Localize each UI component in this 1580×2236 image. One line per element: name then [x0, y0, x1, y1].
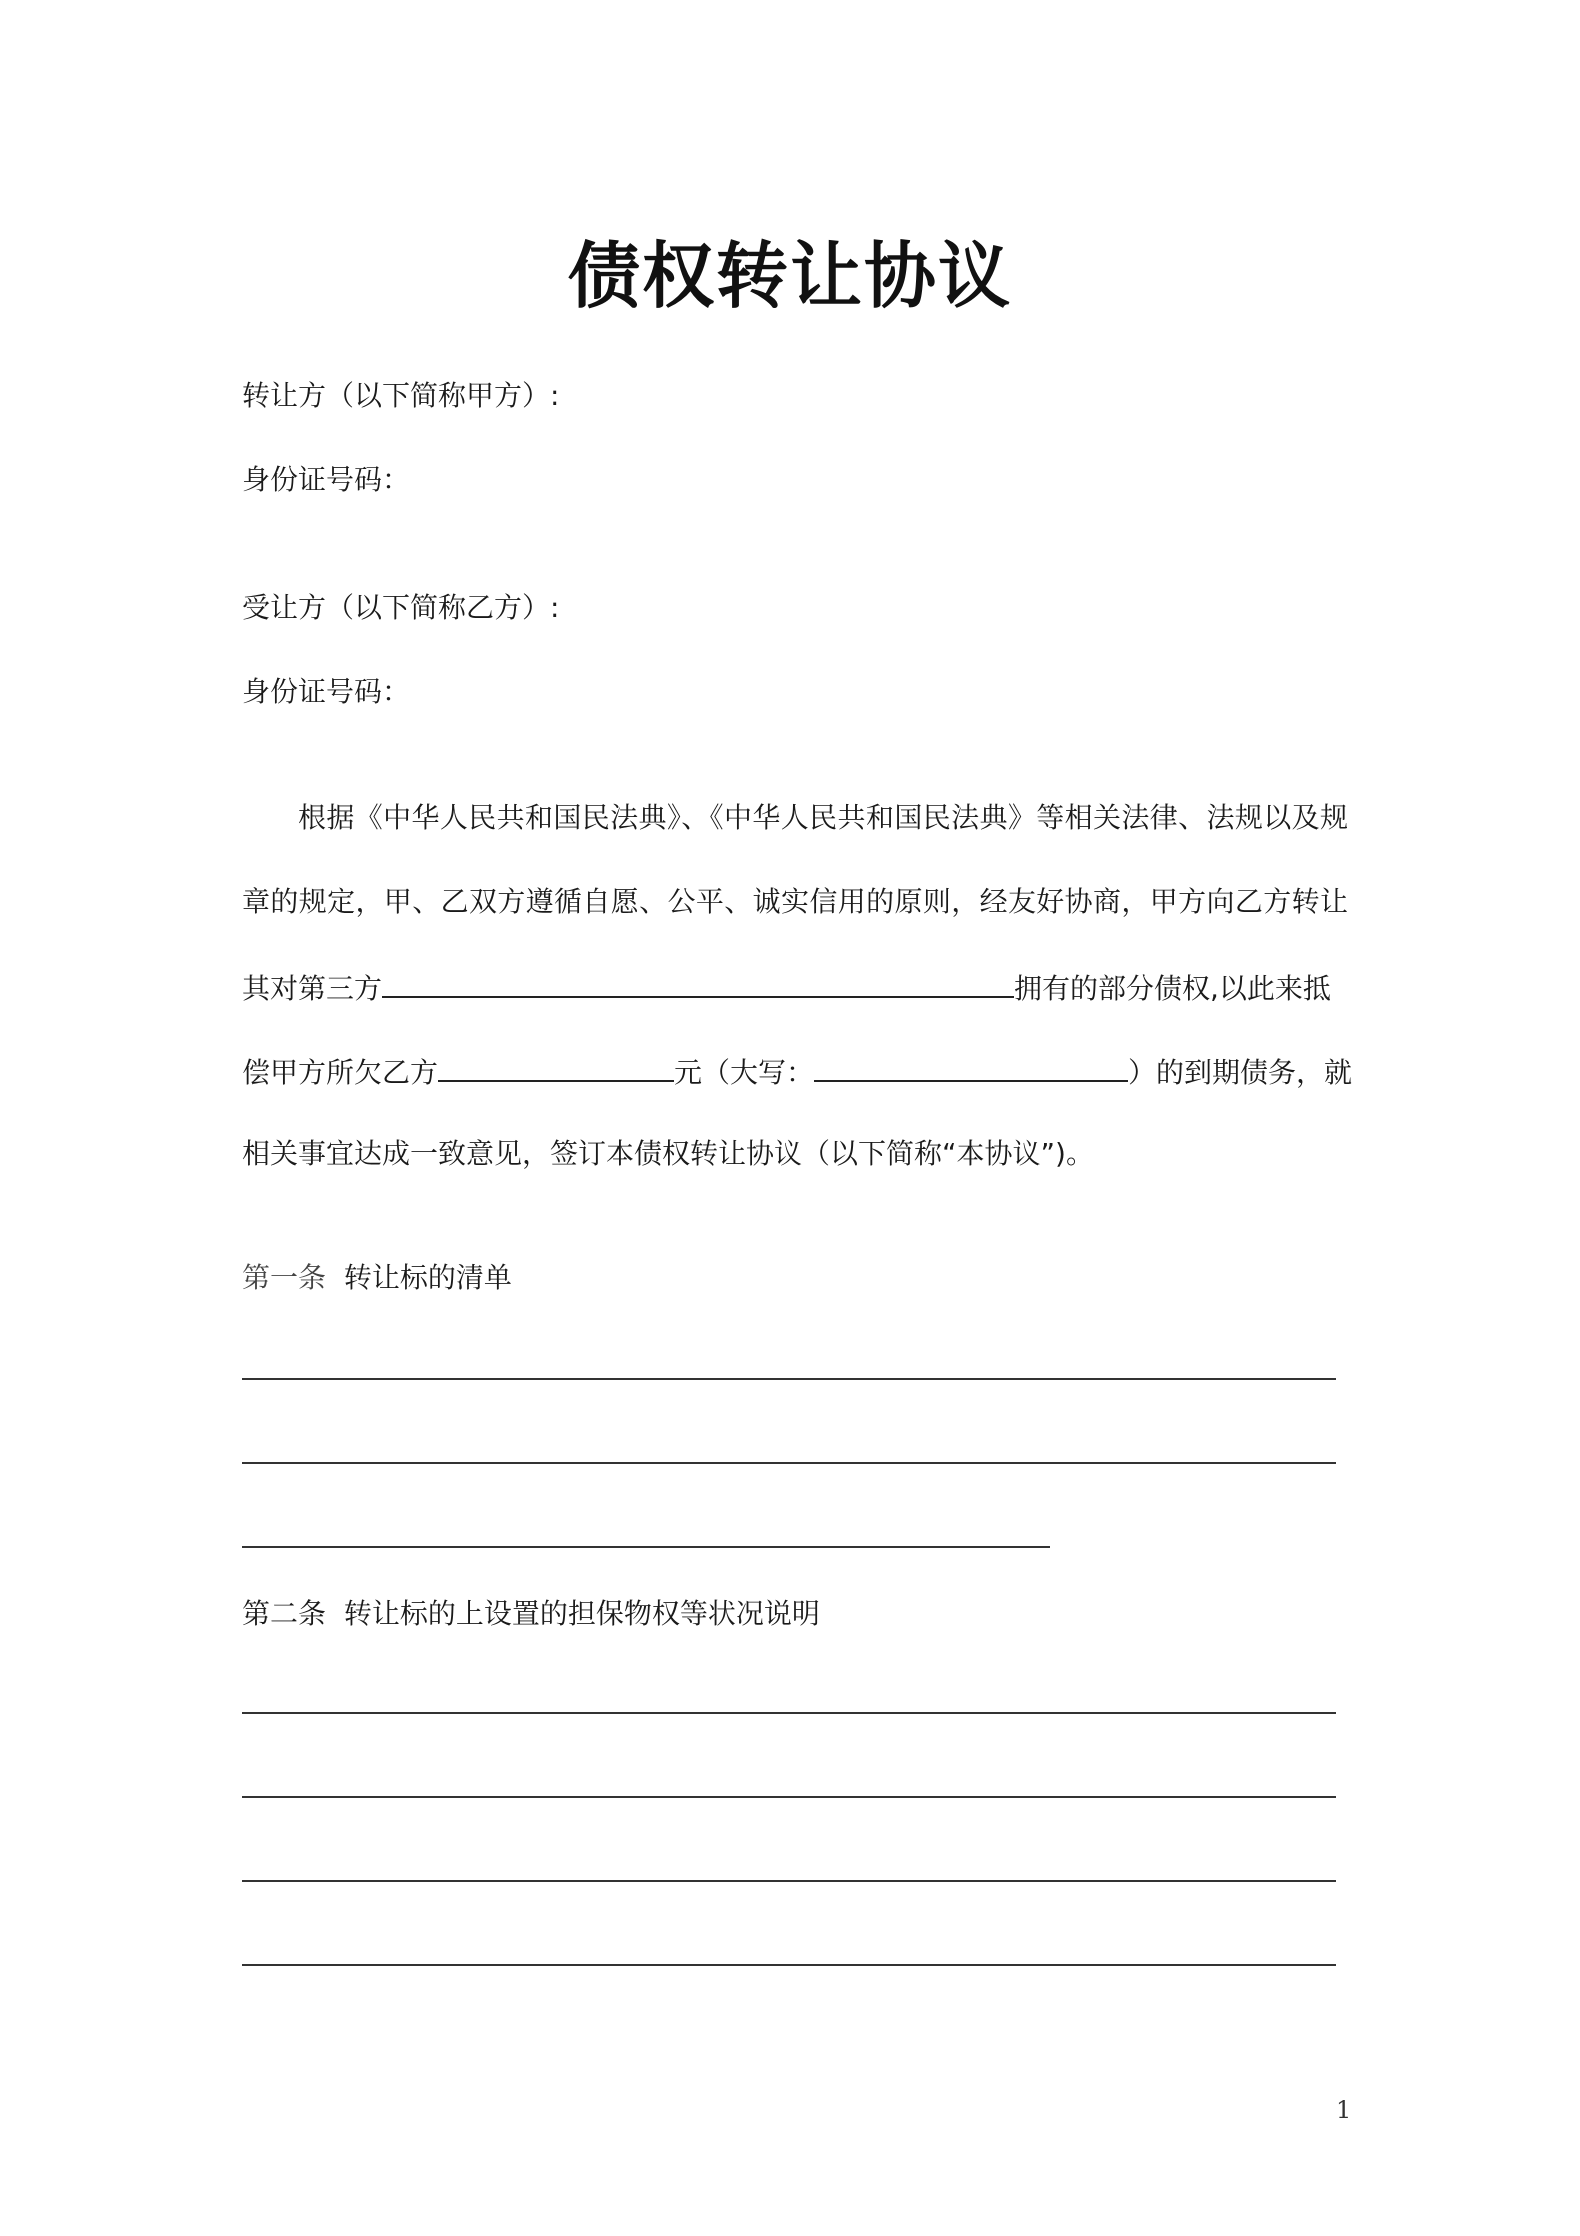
preamble-line-4-mid: 元（大写：: [674, 1056, 815, 1089]
preamble-line-3-start: 其对第三方: [242, 972, 383, 1005]
preamble-line-4-end: ）的到期债务，就: [1128, 1056, 1353, 1089]
article-2-blank-line-3[interactable]: [242, 1880, 1336, 1882]
article-2-prefix: 第二条: [242, 1597, 327, 1630]
preamble-line-3: [242, 966, 1331, 1009]
preamble-line-2: 章的规定，甲、乙双方遵循自愿、公平、诚实信用的原则，经友好协商，甲方向乙方转让: [242, 885, 1348, 918]
article-2-blank-line-4[interactable]: [242, 1964, 1336, 1966]
article-2-blank-line-1[interactable]: [242, 1712, 1336, 1714]
article-1-prefix: 第一条: [242, 1261, 327, 1294]
document-title: 债权转让协议: [567, 234, 1012, 318]
article-2-blank-line-2[interactable]: [242, 1796, 1336, 1798]
preamble-line-4-start: 偿甲方所欠乙方: [242, 1056, 439, 1089]
transferor-label: 转让方（以下简称甲方）:: [242, 379, 560, 412]
transferee-label: 受让方（以下简称乙方）:: [242, 591, 560, 624]
article-2-title: 转让标的上设置的担保物权等状况说明: [343, 1597, 820, 1630]
transferor-id-label: 身份证号码：: [242, 463, 411, 496]
article-1-blank-line-2[interactable]: [242, 1462, 1336, 1464]
amount-in-words-blank[interactable]: [814, 1050, 1128, 1082]
amount-blank[interactable]: [438, 1050, 674, 1082]
transferee-id-label: 身份证号码：: [242, 675, 411, 708]
article-2-heading: [242, 1594, 820, 1634]
article-1-heading: [242, 1258, 512, 1298]
article-1-blank-line-3[interactable]: [242, 1546, 1050, 1548]
preamble-line-3-end: 拥有的部分债权,以此来抵: [1014, 972, 1331, 1005]
preamble-line-5: 相关事宜达成一致意见，签订本债权转让协议（以下简称“本协议”)。: [242, 1137, 1094, 1170]
page-number: 1: [1336, 2096, 1352, 2124]
article-1-blank-line-1[interactable]: [242, 1378, 1336, 1380]
article-1-title: 转让标的清单: [343, 1261, 512, 1294]
third-party-blank[interactable]: [382, 966, 1014, 998]
preamble-line-1: 根据《中华人民共和国民法典》、《中华人民共和国民法典》等相关法律、法规以及规: [298, 801, 1348, 834]
preamble-line-4: [242, 1050, 1352, 1093]
